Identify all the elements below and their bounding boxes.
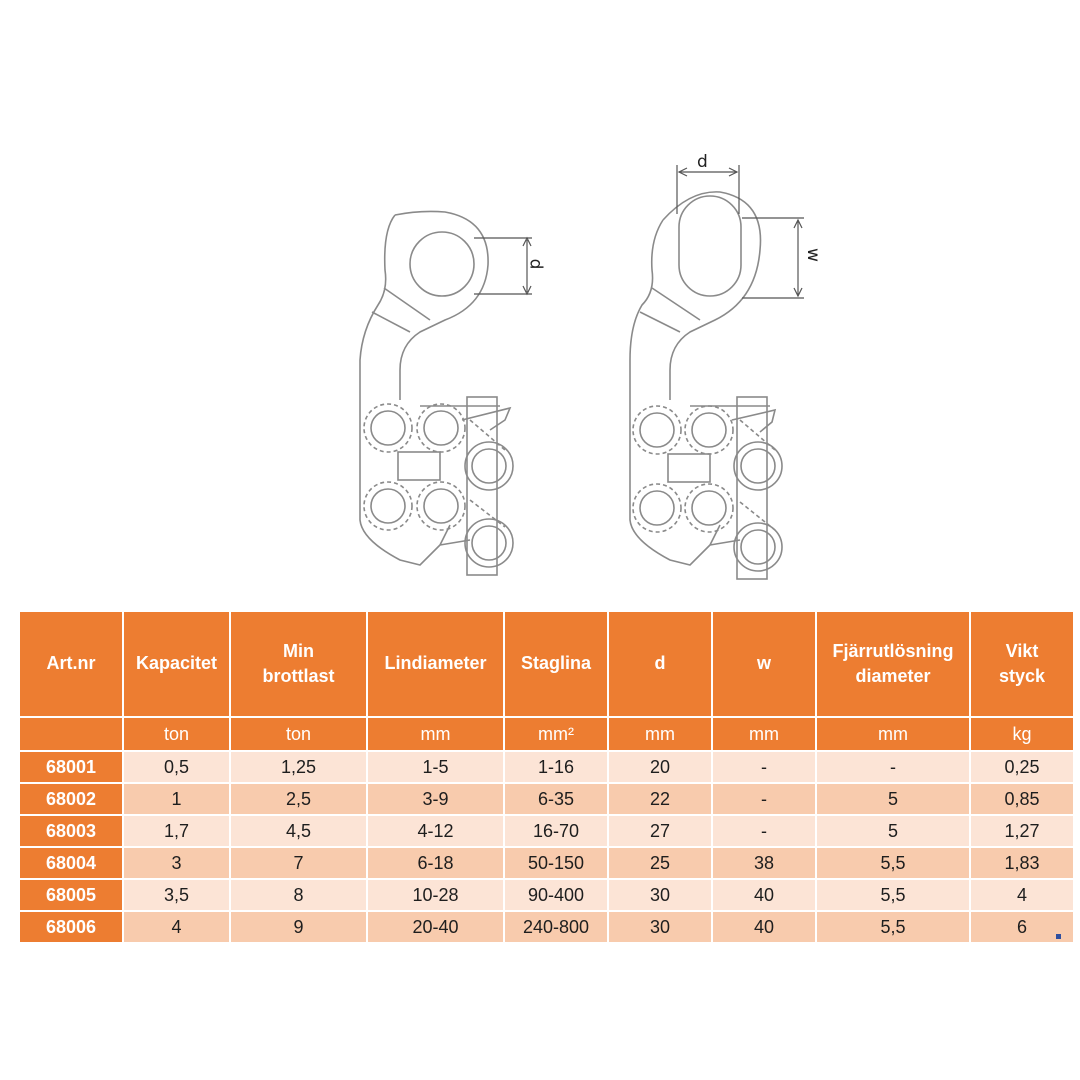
cell-vikt: 4 (971, 878, 1073, 910)
cell-fjarr: 5,5 (817, 878, 969, 910)
cell-kapacitet: 3 (124, 846, 229, 878)
header-lindiameter: Lindiameter (368, 612, 503, 716)
table-header-row (20, 612, 1073, 716)
cell-w: 40 (713, 910, 815, 942)
header-w: w (713, 612, 815, 716)
header-art: Art.nr (20, 612, 122, 716)
table-row (20, 878, 1073, 910)
header-fjarrutlosning: Fjärrutlösning diameter (817, 612, 969, 716)
unit-w: mm (713, 716, 815, 750)
cell-min: 7 (231, 846, 366, 878)
cell-min: 1,25 (231, 750, 366, 782)
cell-fjarr: - (817, 750, 969, 782)
cell-w: 40 (713, 878, 815, 910)
cell-staglina: 240-800 (505, 910, 607, 942)
cell-kapacitet: 0,5 (124, 750, 229, 782)
header-d: d (609, 612, 711, 716)
unit-d: mm (609, 716, 711, 750)
cell-min: 4,5 (231, 814, 366, 846)
cell-d: 25 (609, 846, 711, 878)
cell-d: 30 (609, 878, 711, 910)
left-hook-rollers (364, 404, 513, 567)
cell-staglina: 90-400 (505, 878, 607, 910)
cell-w: - (713, 814, 815, 846)
header-vikt: Vikt styck (971, 612, 1073, 716)
cell-vikt: 0,85 (971, 782, 1073, 814)
cell-min: 2,5 (231, 782, 366, 814)
table-row (20, 910, 1073, 942)
cell-staglina: 50-150 (505, 846, 607, 878)
dimension-label-d: d (525, 258, 546, 270)
cell-staglina: 1-16 (505, 750, 607, 782)
cell-d: 22 (609, 782, 711, 814)
cell-fjarr: 5,5 (817, 846, 969, 878)
cell-w: 38 (713, 846, 815, 878)
table-body (20, 750, 1073, 942)
dimension-label-d: d (697, 152, 708, 172)
cell-staglina: 16-70 (505, 814, 607, 846)
cell-fjarr: 5 (817, 814, 969, 846)
cell-min: 8 (231, 878, 366, 910)
table-row (20, 846, 1073, 878)
cell-vikt: 6 (971, 910, 1073, 942)
right-hook-outline (630, 192, 775, 579)
dimension-label-w: w (802, 248, 823, 262)
cell-w: - (713, 750, 815, 782)
cell-staglina: 6-35 (505, 782, 607, 814)
header-staglina: Staglina (505, 612, 607, 716)
cell-fjarr: 5,5 (817, 910, 969, 942)
unit-vikt: kg (971, 716, 1073, 750)
cell-vikt: 0,25 (971, 750, 1073, 782)
cell-vikt: 1,83 (971, 846, 1073, 878)
table-units-row (20, 716, 1073, 750)
cell-kapacitet: 1 (124, 782, 229, 814)
unit-fjarr: mm (817, 716, 969, 750)
resize-handle-icon (1056, 934, 1061, 939)
cell-lindiameter: 20-40 (368, 910, 503, 942)
table-row (20, 814, 1073, 846)
right-hook-rollers (633, 406, 782, 571)
cell-w: - (713, 782, 815, 814)
cell-art: 68002 (20, 782, 122, 814)
cell-art: 68003 (20, 814, 122, 846)
cell-art: 68001 (20, 750, 122, 782)
table-row (20, 750, 1073, 782)
cell-lindiameter: 1-5 (368, 750, 503, 782)
cell-kapacitet: 1,7 (124, 814, 229, 846)
cell-d: 27 (609, 814, 711, 846)
unit-lindiameter: mm (368, 716, 503, 750)
cell-vikt: 1,27 (971, 814, 1073, 846)
cell-lindiameter: 6-18 (368, 846, 503, 878)
unit-min: ton (231, 716, 366, 750)
cell-d: 30 (609, 910, 711, 942)
cell-lindiameter: 10-28 (368, 878, 503, 910)
header-min-brottlast: Min brottlast (231, 612, 366, 716)
left-hook-outline (360, 211, 510, 575)
cell-fjarr: 5 (817, 782, 969, 814)
header-kapacitet: Kapacitet (124, 612, 229, 716)
cell-kapacitet: 4 (124, 910, 229, 942)
cell-art: 68005 (20, 878, 122, 910)
cell-d: 20 (609, 750, 711, 782)
cell-lindiameter: 3-9 (368, 782, 503, 814)
cell-min: 9 (231, 910, 366, 942)
cell-art: 68006 (20, 910, 122, 942)
cell-kapacitet: 3,5 (124, 878, 229, 910)
cell-lindiameter: 4-12 (368, 814, 503, 846)
unit-staglina: mm² (505, 716, 607, 750)
unit-kapacitet: ton (124, 716, 229, 750)
cell-art: 68004 (20, 846, 122, 878)
table-row (20, 782, 1073, 814)
spec-table (18, 612, 1075, 942)
unit-art (20, 716, 122, 750)
